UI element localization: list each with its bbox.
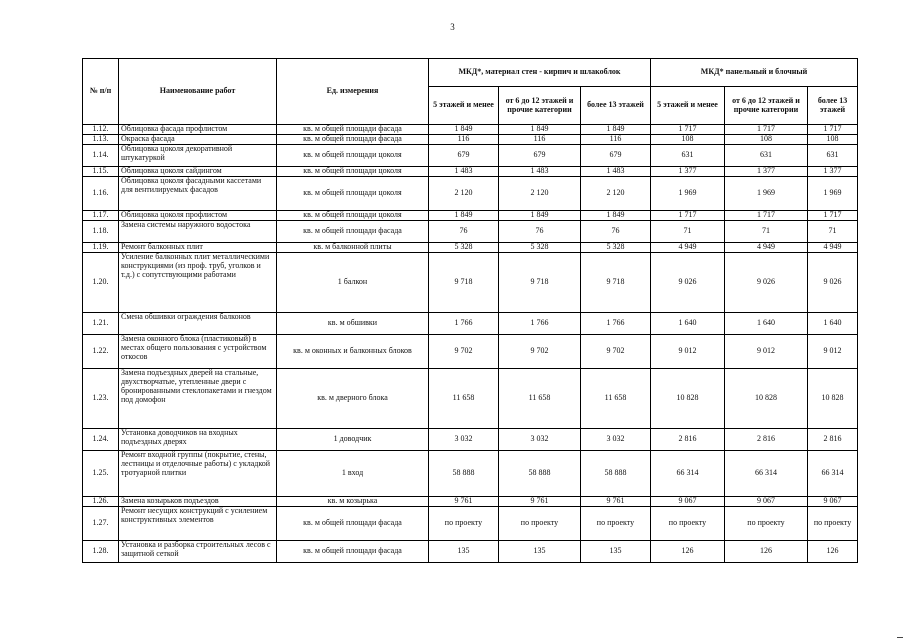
work-name: Замена подъездных дверей на стальные, двухстворчатые, утепленные двери с бронированными стеклопакетами и гнездом под домофон — [119, 369, 277, 429]
cost-value: 1 849 — [581, 125, 651, 135]
cost-value: 66 314 — [651, 451, 725, 497]
header-subcolumn: 5 этажей и менее — [651, 87, 725, 125]
unit-of-measure: кв. м общей площади фасада — [277, 507, 429, 541]
header-group-brick: МКД*, материал стен - кирпич и шлакоблок — [429, 59, 651, 87]
row-number: 1.20. — [83, 253, 119, 313]
unit-of-measure: кв. м балконной плиты — [277, 243, 429, 253]
cost-value: 11 658 — [581, 369, 651, 429]
cost-value: 1 640 — [651, 313, 725, 335]
unit-of-measure: кв. м общей площади цоколя — [277, 145, 429, 167]
work-name: Смена обшивки ограждения балконов — [119, 313, 277, 335]
cost-value: 9 012 — [808, 335, 858, 369]
table-row — [83, 541, 858, 563]
corner-mark — [897, 637, 903, 638]
unit-of-measure: кв. м обшивки — [277, 313, 429, 335]
work-name: Ремонт балконных плит — [119, 243, 277, 253]
cost-value: 679 — [499, 145, 581, 167]
row-number: 1.26. — [83, 497, 119, 507]
cost-value: 1 483 — [429, 167, 499, 177]
table-row — [83, 221, 858, 243]
cost-value: 1 766 — [429, 313, 499, 335]
cost-value: 1 377 — [808, 167, 858, 177]
unit-of-measure: кв. м общей площади цоколя — [277, 211, 429, 221]
unit-of-measure: 1 вход — [277, 451, 429, 497]
header-num: № п/п — [83, 59, 119, 125]
work-name: Усиление балконных плит металлическими конструкциями (из проф. труб, уголков и т.д.) с сопутствующими работами — [119, 253, 277, 313]
cost-value: 9 761 — [499, 497, 581, 507]
cost-value: 1 849 — [499, 125, 581, 135]
cost-value: 1 849 — [499, 211, 581, 221]
page-number: 3 — [450, 22, 455, 32]
cost-value: 1 766 — [581, 313, 651, 335]
cost-value: 2 120 — [429, 177, 499, 211]
row-number: 1.21. — [83, 313, 119, 335]
cost-value: 58 888 — [499, 451, 581, 497]
table-row — [83, 253, 858, 313]
row-number: 1.16. — [83, 177, 119, 211]
cost-value: 1 377 — [725, 167, 808, 177]
cost-value: 9 761 — [581, 497, 651, 507]
cost-value: 1 766 — [499, 313, 581, 335]
cost-value: 9 026 — [725, 253, 808, 313]
cost-value: 66 314 — [725, 451, 808, 497]
cost-value: 11 658 — [429, 369, 499, 429]
cost-value: 3 032 — [581, 429, 651, 451]
unit-of-measure: кв. м общей площади цоколя — [277, 167, 429, 177]
cost-value: 4 949 — [651, 243, 725, 253]
table-row — [83, 211, 858, 221]
work-name: Ремонт входной группы (покрытие, стены, лестницы и отделочные работы) с укладкой тротуарной плитки — [119, 451, 277, 497]
work-name: Облицовка цоколя декоративной штукатуркой — [119, 145, 277, 167]
table-row — [83, 497, 858, 507]
cost-value: по проекту — [808, 507, 858, 541]
cost-value: 58 888 — [581, 451, 651, 497]
unit-of-measure: кв. м общей площади фасада — [277, 135, 429, 145]
unit-of-measure: кв. м дверного блока — [277, 369, 429, 429]
cost-value: 76 — [429, 221, 499, 243]
table-row — [83, 369, 858, 429]
cost-value: 10 828 — [808, 369, 858, 429]
table-row — [83, 145, 858, 167]
cost-value: 2 120 — [581, 177, 651, 211]
row-number: 1.23. — [83, 369, 119, 429]
table-row — [83, 125, 858, 135]
cost-value: 71 — [651, 221, 725, 243]
cost-value: 1 849 — [429, 211, 499, 221]
work-name: Установка и разборка строительных лесов с защитной сеткой — [119, 541, 277, 563]
cost-value: 1 717 — [651, 125, 725, 135]
cost-value: 1 717 — [808, 125, 858, 135]
work-name: Замена оконного блока (пластиковый) в местах общего пользования с устройством откосов — [119, 335, 277, 369]
row-number: 1.18. — [83, 221, 119, 243]
unit-of-measure: кв. м оконных и балконных блоков — [277, 335, 429, 369]
cost-value: 9 718 — [429, 253, 499, 313]
unit-of-measure: кв. м общей площади фасада — [277, 125, 429, 135]
cost-value: 9 026 — [808, 253, 858, 313]
cost-value: 1 640 — [725, 313, 808, 335]
cost-value: 1 969 — [808, 177, 858, 211]
cost-value: 11 658 — [499, 369, 581, 429]
cost-value: 10 828 — [725, 369, 808, 429]
cost-value: 3 032 — [429, 429, 499, 451]
cost-value: 1 849 — [429, 125, 499, 135]
cost-value: 1 640 — [808, 313, 858, 335]
cost-value: 126 — [651, 541, 725, 563]
header-subcolumn: от 6 до 12 этажей и прочие категории — [725, 87, 808, 125]
cost-value: 126 — [725, 541, 808, 563]
table-row — [83, 429, 858, 451]
row-number: 1.22. — [83, 335, 119, 369]
row-number: 1.17. — [83, 211, 119, 221]
row-number: 1.14. — [83, 145, 119, 167]
cost-value: 3 032 — [499, 429, 581, 451]
cost-value: 631 — [808, 145, 858, 167]
row-number: 1.15. — [83, 167, 119, 177]
cost-value: 9 067 — [725, 497, 808, 507]
cost-value: 9 067 — [651, 497, 725, 507]
table-row — [83, 167, 858, 177]
cost-value: 2 816 — [808, 429, 858, 451]
row-number: 1.13. — [83, 135, 119, 145]
cost-value: 116 — [499, 135, 581, 145]
header-subcolumn: 5 этажей и менее — [429, 87, 499, 125]
cost-value: 4 949 — [725, 243, 808, 253]
cost-value: 9 026 — [651, 253, 725, 313]
cost-value: по проекту — [581, 507, 651, 541]
cost-value: 1 717 — [808, 211, 858, 221]
header-subcolumn: более 13 этажей — [808, 87, 858, 125]
cost-value: 108 — [725, 135, 808, 145]
work-name: Окраска фасада — [119, 135, 277, 145]
row-number: 1.27. — [83, 507, 119, 541]
cost-value: 9 702 — [581, 335, 651, 369]
work-name: Ремонт несущих конструкций с усилением конструктивных элементов — [119, 507, 277, 541]
cost-value: 76 — [499, 221, 581, 243]
cost-value: 135 — [499, 541, 581, 563]
cost-value: 5 328 — [429, 243, 499, 253]
cost-value: 2 816 — [725, 429, 808, 451]
cost-value: 71 — [808, 221, 858, 243]
cost-value: 631 — [725, 145, 808, 167]
cost-value: 116 — [581, 135, 651, 145]
cost-value: 9 718 — [499, 253, 581, 313]
cost-value: 9 012 — [725, 335, 808, 369]
header-subcolumn: более 13 этажей — [581, 87, 651, 125]
cost-value: по проекту — [429, 507, 499, 541]
table-row — [83, 451, 858, 497]
cost-value: 1 717 — [725, 125, 808, 135]
work-name: Облицовка цоколя сайдингом — [119, 167, 277, 177]
table-row — [83, 177, 858, 211]
cost-value: 9 718 — [581, 253, 651, 313]
cost-value: 66 314 — [808, 451, 858, 497]
table-row — [83, 135, 858, 145]
row-number: 1.12. — [83, 125, 119, 135]
header-group-panel: МКД* панельный и блочный — [651, 59, 858, 87]
cost-value: 4 949 — [808, 243, 858, 253]
work-name: Облицовка цоколя профлистом — [119, 211, 277, 221]
cost-value: 5 328 — [581, 243, 651, 253]
cost-value: 5 328 — [499, 243, 581, 253]
cost-value: 1 377 — [651, 167, 725, 177]
table-row — [83, 243, 858, 253]
cost-value: 631 — [651, 145, 725, 167]
cost-value: 1 483 — [581, 167, 651, 177]
work-name: Замена козырьков подъездов — [119, 497, 277, 507]
cost-value: 2 120 — [499, 177, 581, 211]
header-subcolumn: от 6 до 12 этажей и прочие категории — [499, 87, 581, 125]
table-row — [83, 335, 858, 369]
cost-value: 126 — [808, 541, 858, 563]
cost-value: 679 — [429, 145, 499, 167]
cost-value: 9 012 — [651, 335, 725, 369]
cost-value: 1 717 — [725, 211, 808, 221]
cost-value: 135 — [581, 541, 651, 563]
unit-of-measure: кв. м общей площади цоколя — [277, 177, 429, 211]
cost-value: 1 483 — [499, 167, 581, 177]
cost-value: 76 — [581, 221, 651, 243]
work-name: Облицовка цоколя фасадными кассетами для вентилируемых фасадов — [119, 177, 277, 211]
cost-value: 9 067 — [808, 497, 858, 507]
header-name: Наименование работ — [119, 59, 277, 125]
cost-value: 1 717 — [651, 211, 725, 221]
cost-value: 108 — [651, 135, 725, 145]
cost-value: по проекту — [499, 507, 581, 541]
works-table — [82, 58, 858, 563]
cost-value: 1 969 — [651, 177, 725, 211]
unit-of-measure: кв. м общей площади фасада — [277, 221, 429, 243]
cost-value: 10 828 — [651, 369, 725, 429]
unit-of-measure: 1 доводчик — [277, 429, 429, 451]
cost-value: 108 — [808, 135, 858, 145]
row-number: 1.24. — [83, 429, 119, 451]
row-number: 1.19. — [83, 243, 119, 253]
cost-value: 1 969 — [725, 177, 808, 211]
row-number: 1.25. — [83, 451, 119, 497]
cost-value: 116 — [429, 135, 499, 145]
cost-value: 1 849 — [581, 211, 651, 221]
cost-value: по проекту — [725, 507, 808, 541]
work-name: Замена системы наружного водостока — [119, 221, 277, 243]
cost-value: 135 — [429, 541, 499, 563]
cost-value: 679 — [581, 145, 651, 167]
cost-value: 71 — [725, 221, 808, 243]
cost-value: по проекту — [651, 507, 725, 541]
cost-value: 9 702 — [499, 335, 581, 369]
unit-of-measure: 1 балкон — [277, 253, 429, 313]
work-name: Облицовка фасада профлистом — [119, 125, 277, 135]
cost-value: 2 816 — [651, 429, 725, 451]
table-row — [83, 507, 858, 541]
unit-of-measure: кв. м общей площади фасада — [277, 541, 429, 563]
cost-value: 9 702 — [429, 335, 499, 369]
row-number: 1.28. — [83, 541, 119, 563]
cost-value: 58 888 — [429, 451, 499, 497]
work-name: Установка доводчиков на входных подъездных дверях — [119, 429, 277, 451]
cost-value: 9 761 — [429, 497, 499, 507]
unit-of-measure: кв. м козырька — [277, 497, 429, 507]
table-row — [83, 313, 858, 335]
header-unit: Ед. измерения — [277, 59, 429, 125]
